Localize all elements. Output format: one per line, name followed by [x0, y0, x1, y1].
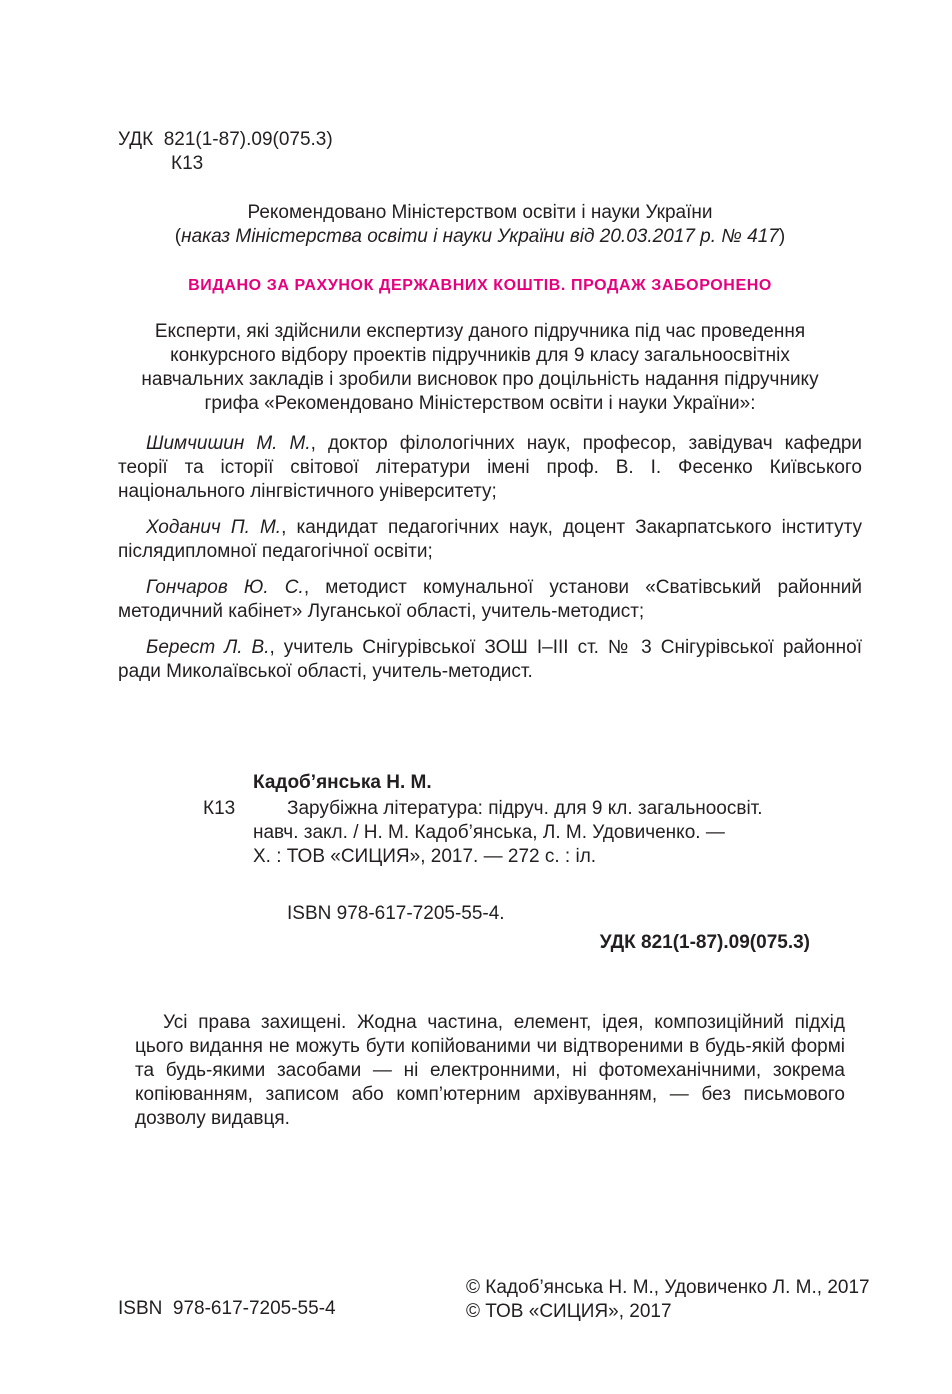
footer-copyright	[466, 1276, 870, 1324]
udk-code: УДК 821(1-87).09(075.3)	[118, 129, 333, 150]
catalog-author: Кадоб’янська Н. М.	[253, 772, 432, 793]
recommendation-line2: (наказ Міністерства освіти і науки України від 20.03.2017 р. № 417)	[174, 226, 786, 247]
expert-description: , доктор філологічних наук, професор, завідувач кафедри теорії та історії світової літератури імені проф. В. І. Фесенко Київського національного лінгвістичного університету;	[118, 433, 863, 502]
state-funded-notice: ВИДАНО ЗА РАХУНОК ДЕРЖАВНИХ КОШТІВ. ПРОДАЖ ЗАБОРОНЕНО	[188, 277, 772, 294]
experts-intro-line: навчальних закладів і зробили висновок про доцільність надання підручнику	[141, 369, 819, 390]
expert-name: Берест Л. В.	[146, 637, 270, 658]
copyright-line: © ТОВ «СИЦИЯ», 2017	[466, 1301, 672, 1322]
expert-name: Гончаров Ю. С.	[146, 577, 304, 598]
udk-header	[118, 128, 518, 176]
catalog-description-line: Х. : ТОВ «СИЦИЯ», 2017. — 272 с. : іл.	[253, 846, 597, 867]
recommendation	[90, 201, 870, 249]
experts-intro	[90, 320, 870, 416]
recommendation-line1: Рекомендовано Міністерством освіти і науки України	[247, 202, 713, 223]
catalog-description-line: Зарубіжна література: підруч. для 9 кл. загальноосвіт.	[287, 798, 763, 819]
order-reference: наказ Міністерства освіти і науки України від 20.03.2017 р. № 417	[181, 226, 779, 247]
expert-entry	[118, 516, 862, 564]
catalog-index: К13	[203, 798, 236, 819]
udk-index: К13	[171, 153, 204, 174]
expert-description: , методист комунальної установи «Сватівський районний методичний кабінет» Луганської області, учитель-методист;	[118, 577, 862, 622]
expert-entry	[118, 432, 862, 504]
copyright-line: © Кадоб’янська Н. М., Удовиченко Л. М., 2017	[466, 1277, 870, 1298]
experts-intro-line: Експерти, які здійснили експертизу даного підручника під час проведення	[154, 321, 806, 342]
experts-intro-line: грифа «Рекомендовано Міністерством освіти і науки України»:	[204, 393, 756, 414]
expert-name: Шимчишин М. М.	[146, 433, 311, 454]
catalog-isbn: ISBN 978-617-7205-55-4.	[287, 903, 505, 924]
experts-intro-line: конкурсного відбору проектів підручників для 9 класу загальноосвітніх	[170, 345, 790, 366]
expert-entry	[118, 576, 862, 624]
expert-description: , кандидат педагогічних наук, доцент Закарпатського інституту післядипломної педагогічної освіти;	[118, 517, 862, 562]
rights-notice: Усі права захищені. Жодна частина, елемент, ідея, композиційний підхід цього видання не можуть бути копійованими чи відтвореними в будь-якій формі та будь-якими засобами — ні електронними, ні фотомеханічними, зокрема копіюванням, записом або комп’ютерним архівуванням, — без письмового дозволу видавця.	[135, 1012, 845, 1129]
catalog-udk: УДК 821(1-87).09(075.3)	[599, 932, 810, 953]
footer-isbn: ISBN 978-617-7205-55-4	[118, 1298, 336, 1319]
expert-entry	[118, 636, 862, 684]
catalog-description-line: навч. закл. / Н. М. Кадоб’янська, Л. М. Удовиченко. —	[253, 822, 725, 843]
expert-name: Ходанич П. М.	[146, 517, 282, 538]
catalog-description	[253, 797, 827, 869]
expert-description: , учитель Снігурівської ЗОШ І–ІІІ ст. № 3 Снігурівської районної ради Миколаївської області, учитель-методист.	[118, 637, 862, 682]
experts-list	[118, 432, 862, 696]
